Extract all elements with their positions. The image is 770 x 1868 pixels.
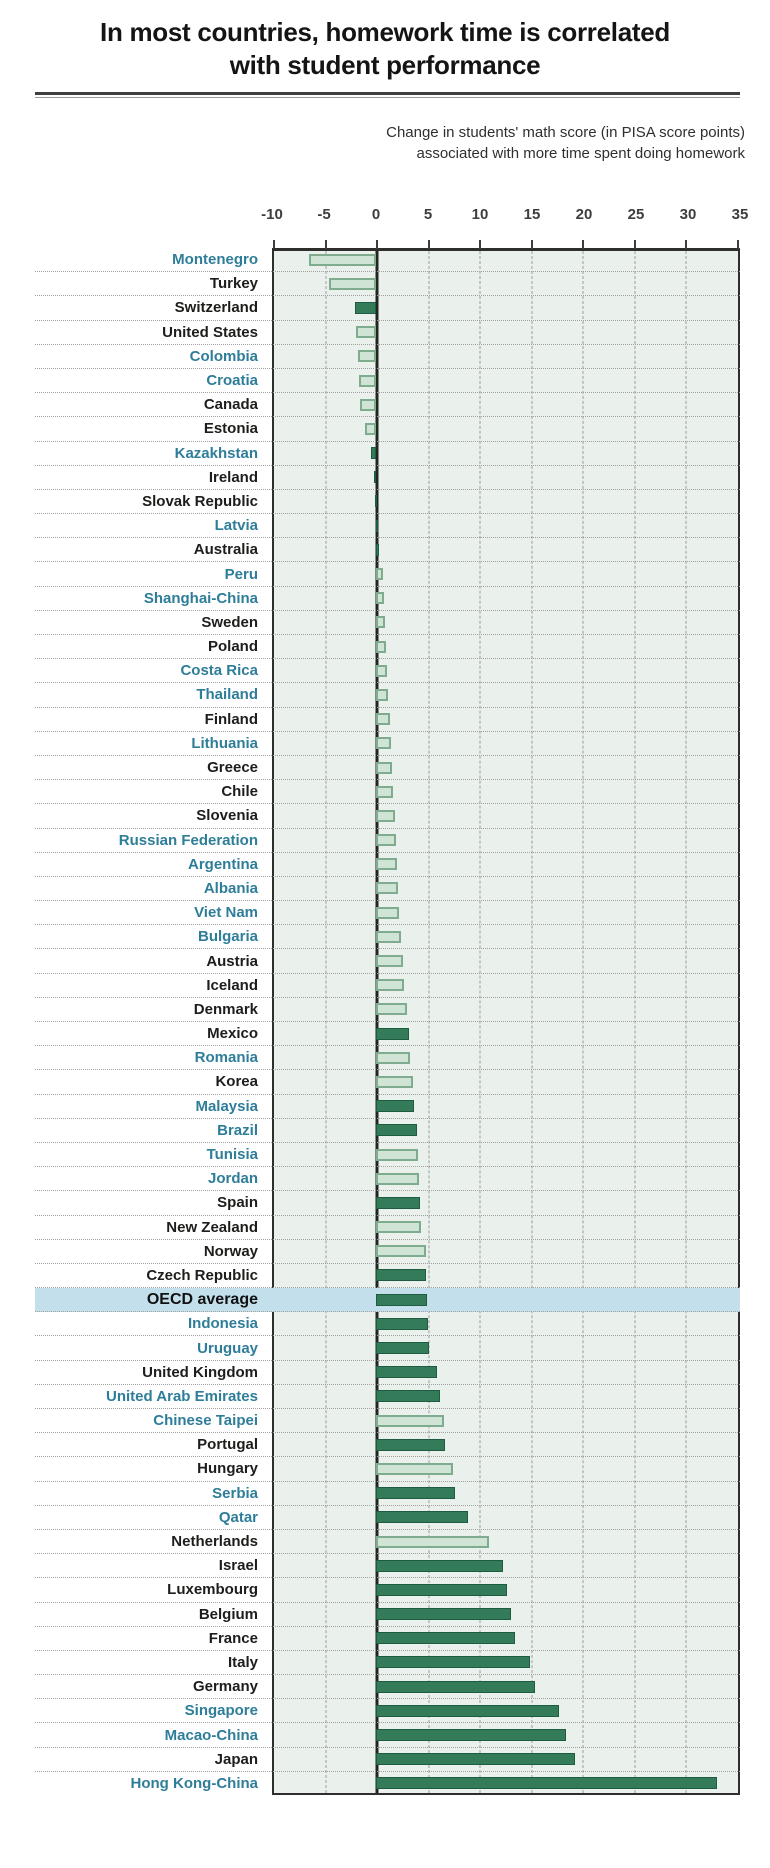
bar-track: [272, 369, 740, 392]
chart-row: [35, 974, 740, 998]
country-label: Japan: [214, 1750, 258, 1768]
value-bar-hungary: [376, 1463, 453, 1475]
chart-row: [35, 490, 740, 514]
country-label: Greece: [207, 759, 258, 777]
country-label: France: [208, 1629, 258, 1647]
value-bar-new-zealand: [376, 1221, 421, 1233]
chart-title: [0, 16, 770, 82]
value-bar-bulgaria: [376, 931, 401, 943]
country-label: Turkey: [209, 275, 258, 293]
chart-row: [35, 1482, 740, 1506]
value-bar-germany: [376, 1681, 535, 1693]
value-bar-sweden: [376, 616, 385, 628]
chart-row: [35, 514, 740, 538]
value-bar-france: [376, 1632, 515, 1644]
chart-row: [35, 1409, 740, 1433]
bar-track: [272, 998, 740, 1021]
value-bar-latvia: [376, 520, 378, 532]
chart-row: [35, 853, 740, 877]
value-bar-spain: [376, 1197, 420, 1209]
country-label: Norway: [203, 1242, 258, 1260]
bar-track: [272, 1530, 740, 1553]
country-label: Hungary: [197, 1460, 258, 1478]
bar-track: [272, 901, 740, 924]
country-label: Mexico: [207, 1025, 258, 1043]
bar-track: [272, 611, 740, 634]
value-bar-estonia: [365, 423, 376, 435]
country-label: Austria: [206, 952, 258, 970]
bar-track: [272, 538, 740, 561]
country-label: Argentina: [187, 855, 258, 873]
chart-row: [35, 272, 740, 296]
value-bar-belgium: [376, 1608, 511, 1620]
value-bar-iceland: [376, 979, 404, 991]
country-label: Slovak Republic: [142, 492, 258, 510]
bar-track: [272, 296, 740, 319]
chart-row: [35, 925, 740, 949]
value-bar-portugal: [376, 1439, 445, 1451]
country-label: United States: [162, 323, 258, 341]
chart-row: [35, 1651, 740, 1675]
bar-track: [272, 272, 740, 295]
value-bar-chile: [376, 786, 393, 798]
chart-row: [35, 1699, 740, 1723]
chart-row: [35, 1070, 740, 1094]
chart-row: [35, 611, 740, 635]
country-label: Slovenia: [196, 807, 258, 825]
axis-tick-label: -5: [317, 206, 331, 223]
country-label: Qatar: [218, 1508, 258, 1526]
value-bar-hong-kong-china: [376, 1777, 717, 1789]
country-label: Bulgaria: [197, 928, 258, 946]
country-label: Singapore: [184, 1702, 258, 1720]
value-bar-chinese-taipei: [376, 1415, 444, 1427]
value-bar-finland: [376, 713, 390, 725]
country-label: Ireland: [208, 468, 258, 486]
axis-tick-label: 30: [679, 206, 697, 223]
chart-row: [35, 756, 740, 780]
bar-track: [272, 1240, 740, 1263]
bar-track: [272, 1699, 740, 1722]
country-label: Kazakhstan: [174, 444, 258, 462]
country-label: OECD average: [146, 1290, 258, 1308]
country-label: Colombia: [189, 347, 258, 365]
bar-track: [272, 732, 740, 755]
chart-row: [35, 442, 740, 466]
chart-row: [35, 1603, 740, 1627]
bar-track: [272, 853, 740, 876]
country-label: Germany: [192, 1678, 258, 1696]
value-bar-denmark: [376, 1003, 407, 1015]
bar-track: [272, 490, 740, 513]
value-bar-qatar: [376, 1511, 468, 1523]
chart-title-line1: In most countries, homework time is correlated: [100, 17, 670, 47]
bar-track: [272, 1506, 740, 1529]
value-bar-thailand: [376, 689, 388, 701]
country-label: Switzerland: [174, 299, 258, 317]
axis-tick-label: 35: [731, 206, 749, 223]
chart-row: [35, 1506, 740, 1530]
bar-track: [272, 1312, 740, 1335]
value-bar-greece: [376, 762, 392, 774]
chart-row: [35, 1361, 740, 1385]
country-label: Jordan: [207, 1170, 258, 1188]
chart-row: [35, 1095, 740, 1119]
country-label: Peru: [224, 565, 258, 583]
country-label: Romania: [194, 1049, 258, 1067]
value-bar-united-kingdom: [376, 1366, 437, 1378]
country-label: Sweden: [201, 613, 258, 631]
country-label: Korea: [215, 1073, 258, 1091]
bar-track: [272, 1143, 740, 1166]
value-bar-serbia: [376, 1487, 455, 1499]
chart-row: [35, 1457, 740, 1481]
axis-tick-label: -10: [261, 206, 283, 223]
country-label: Chile: [221, 783, 258, 801]
chart-row: [35, 466, 740, 490]
value-bar-russian-federation: [376, 834, 396, 846]
axis-tick-label: 15: [523, 206, 541, 223]
country-label: Finland: [204, 710, 258, 728]
chart-row: [35, 1167, 740, 1191]
chart-title-line2: with student performance: [229, 50, 541, 80]
chart-row: [35, 321, 740, 345]
country-label: Canada: [203, 396, 258, 414]
country-label: Brazil: [217, 1121, 258, 1139]
bar-track: [272, 345, 740, 368]
axis-tick-label: 0: [371, 206, 381, 223]
country-label: Luxembourg: [167, 1581, 258, 1599]
country-label: Albania: [203, 879, 258, 897]
bar-track: [272, 1119, 740, 1142]
chart-row: [35, 1627, 740, 1651]
country-label: Australia: [193, 541, 258, 559]
value-bar-mexico: [376, 1028, 409, 1040]
bar-track: [272, 1046, 740, 1069]
value-bar-switzerland: [355, 302, 376, 314]
chart-row: [35, 1723, 740, 1747]
value-bar-uruguay: [376, 1342, 429, 1354]
bar-track: [272, 1361, 740, 1384]
bar-track: [272, 683, 740, 706]
bar-track: [272, 1216, 740, 1239]
country-label: Estonia: [203, 420, 258, 438]
bar-track: [272, 829, 740, 852]
chart-row: [35, 248, 740, 272]
country-label: Portugal: [197, 1436, 258, 1454]
chart-row: [35, 1046, 740, 1070]
bar-track: [272, 514, 740, 537]
bar-track: [272, 321, 740, 344]
value-bar-czech-republic: [376, 1269, 426, 1281]
bar-track: [272, 1409, 740, 1432]
value-bar-norway: [376, 1245, 426, 1257]
title-divider: [35, 92, 740, 98]
value-bar-argentina: [376, 858, 397, 870]
chart-row: [35, 780, 740, 804]
bar-track: [272, 1385, 740, 1408]
bar-track: [272, 1772, 740, 1795]
chart-row: [35, 1772, 740, 1795]
value-bar-slovenia: [376, 810, 395, 822]
country-label: Belgium: [198, 1605, 258, 1623]
value-bar-israel: [376, 1560, 503, 1572]
bar-track: [272, 780, 740, 803]
axis-caption: [100, 122, 745, 164]
value-bar-albania: [376, 882, 398, 894]
bar-track: [272, 949, 740, 972]
chart-row: [35, 683, 740, 707]
chart-row: [35, 1191, 740, 1215]
bar-track: [272, 1336, 740, 1359]
value-bar-australia: [376, 544, 379, 556]
value-bar-montenegro: [309, 254, 376, 266]
chart-row: [35, 1264, 740, 1288]
country-label: Chinese Taipei: [153, 1412, 258, 1430]
bar-track: [272, 1578, 740, 1601]
axis-tick-label: 25: [627, 206, 645, 223]
country-label: Uruguay: [197, 1339, 258, 1357]
bar-track: [272, 1070, 740, 1093]
chart-row: [35, 708, 740, 732]
axis-tick-label: 20: [575, 206, 593, 223]
country-label: Montenegro: [172, 251, 258, 269]
value-bar-luxembourg: [376, 1584, 507, 1596]
value-bar-korea: [376, 1076, 413, 1088]
bar-track: [272, 1651, 740, 1674]
chart-row: [35, 1312, 740, 1336]
value-bar-colombia: [358, 350, 376, 362]
chart-row: [35, 587, 740, 611]
value-bar-united-arab-emirates: [376, 1390, 440, 1402]
chart-row: [35, 538, 740, 562]
value-bar-kazakhstan: [371, 447, 376, 459]
bar-track: [272, 925, 740, 948]
country-label: Lithuania: [191, 734, 258, 752]
chart-row: [35, 998, 740, 1022]
chart-row-oecd-average: [35, 1288, 740, 1312]
chart-row: [35, 1530, 740, 1554]
value-bar-slovak-republic: [375, 495, 377, 507]
bar-track: [272, 1554, 740, 1577]
bar-track: [272, 1603, 740, 1626]
bar-track: [272, 1723, 740, 1746]
chart-row: [35, 1119, 740, 1143]
value-bar-italy: [376, 1656, 530, 1668]
country-label: Shanghai-China: [143, 589, 258, 607]
chart-row: [35, 345, 740, 369]
chart-row: [35, 369, 740, 393]
value-bar-costa-rica: [376, 665, 387, 677]
country-label: Macao-China: [164, 1726, 258, 1744]
bar-track: [272, 1095, 740, 1118]
chart-row: [35, 829, 740, 853]
value-bar-romania: [376, 1052, 410, 1064]
value-bar-turkey: [329, 278, 376, 290]
bar-track: [272, 587, 740, 610]
bar-track: [272, 442, 740, 465]
chart-row: [35, 901, 740, 925]
bar-track: [272, 708, 740, 731]
country-label: Tunisia: [206, 1146, 258, 1164]
country-label: New Zealand: [166, 1218, 258, 1236]
bar-track: [272, 877, 740, 900]
country-label: Netherlands: [171, 1533, 258, 1551]
chart-row: [35, 1748, 740, 1772]
bar-track: [272, 1482, 740, 1505]
chart-row: [35, 1022, 740, 1046]
bar-track: [272, 804, 740, 827]
chart-row: [35, 1240, 740, 1264]
value-bar-lithuania: [376, 737, 391, 749]
value-bar-poland: [376, 641, 386, 653]
country-label: Latvia: [214, 517, 258, 535]
bar-track: [272, 1264, 740, 1287]
country-label: United Kingdom: [142, 1363, 258, 1381]
chart-row: [35, 635, 740, 659]
bar-track: [272, 756, 740, 779]
bar-track: [272, 1627, 740, 1650]
value-bar-oecd-average: [376, 1294, 427, 1306]
chart-row: [35, 1675, 740, 1699]
country-label: Iceland: [206, 976, 258, 994]
country-label: Denmark: [193, 1000, 258, 1018]
value-bar-tunisia: [376, 1149, 418, 1161]
bar-track: [272, 393, 740, 416]
chart-row: [35, 877, 740, 901]
country-label: Spain: [217, 1194, 258, 1212]
chart-row: [35, 1385, 740, 1409]
chart-row: [35, 1336, 740, 1360]
chart-row: [35, 804, 740, 828]
bar-track: [272, 974, 740, 997]
value-bar-viet-nam: [376, 907, 399, 919]
bar-track: [272, 562, 740, 585]
country-label: Poland: [207, 638, 258, 656]
bar-track: [272, 1748, 740, 1771]
country-label: Viet Nam: [194, 904, 258, 922]
country-label: Russian Federation: [118, 831, 258, 849]
bar-track: [272, 1433, 740, 1456]
value-bar-peru: [376, 568, 383, 580]
value-bar-croatia: [359, 375, 376, 387]
value-bar-ireland: [374, 471, 376, 483]
chart-row: [35, 562, 740, 586]
value-bar-malaysia: [376, 1100, 414, 1112]
value-bar-netherlands: [376, 1536, 489, 1548]
country-label: Indonesia: [187, 1315, 258, 1333]
country-label: United Arab Emirates: [106, 1387, 258, 1405]
chart-row: [35, 1216, 740, 1240]
axis-caption-line1: Change in students' math score (in PISA score points): [386, 124, 745, 141]
country-label: Malaysia: [195, 1097, 258, 1115]
value-bar-indonesia: [376, 1318, 428, 1330]
country-label: Thailand: [196, 686, 258, 704]
bar-track: [272, 1675, 740, 1698]
country-label: Italy: [227, 1653, 258, 1671]
chart-row: [35, 1433, 740, 1457]
chart-row: [35, 393, 740, 417]
chart-rows: [35, 248, 740, 1795]
value-bar-shanghai-china: [376, 592, 384, 604]
bar-track: [272, 1457, 740, 1480]
chart-row: [35, 1578, 740, 1602]
country-label: Israel: [218, 1557, 258, 1575]
axis-caption-line2: associated with more time spent doing homework: [416, 145, 745, 162]
value-bar-united-states: [356, 326, 376, 338]
bar-chart: [35, 248, 740, 1795]
bar-track: [272, 1022, 740, 1045]
value-bar-brazil: [376, 1124, 417, 1136]
value-bar-singapore: [376, 1705, 559, 1717]
bar-track: [272, 1191, 740, 1214]
axis-tick-label: 10: [471, 206, 489, 223]
bar-track: [272, 635, 740, 658]
bar-track: [272, 466, 740, 489]
value-bar-jordan: [376, 1173, 419, 1185]
chart-row: [35, 1554, 740, 1578]
chart-row: [35, 296, 740, 320]
value-bar-canada: [360, 399, 376, 411]
x-axis-tick-labels: [261, 206, 749, 228]
chart-row: [35, 417, 740, 441]
value-bar-macao-china: [376, 1729, 566, 1741]
country-label: Croatia: [206, 372, 258, 390]
chart-row: [35, 659, 740, 683]
chart-row: [35, 1143, 740, 1167]
country-label: Serbia: [212, 1484, 258, 1502]
bar-track: [272, 659, 740, 682]
bar-track: [272, 248, 740, 271]
country-label: Hong Kong-China: [130, 1774, 258, 1792]
chart-row: [35, 732, 740, 756]
chart-row: [35, 949, 740, 973]
bar-track: [272, 1167, 740, 1190]
country-label: Czech Republic: [146, 1266, 258, 1284]
value-bar-japan: [376, 1753, 575, 1765]
bar-track: [272, 417, 740, 440]
axis-tick-label: 5: [423, 206, 433, 223]
bar-track: [272, 1288, 740, 1311]
value-bar-austria: [376, 955, 403, 967]
country-label: Costa Rica: [180, 662, 258, 680]
